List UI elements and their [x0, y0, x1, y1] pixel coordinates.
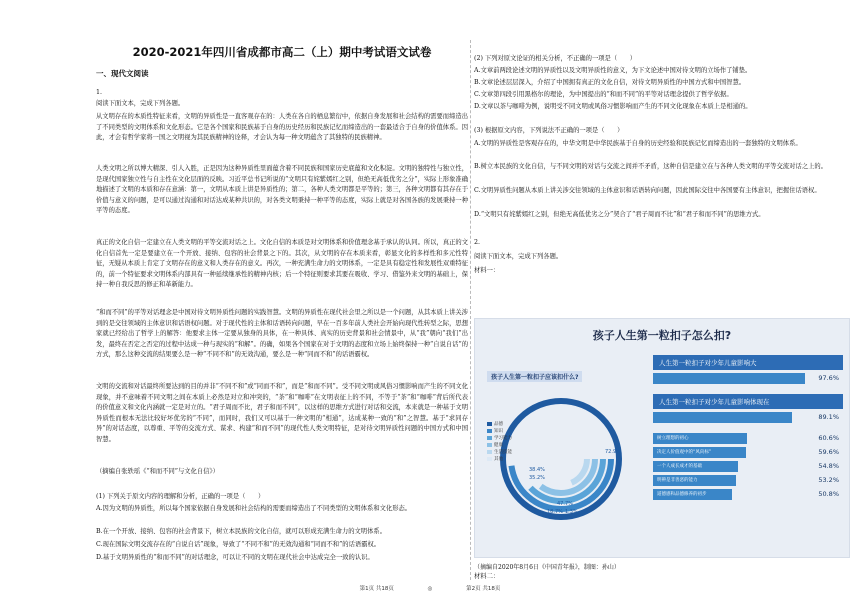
infographic [474, 318, 850, 558]
paragraph-5: 文明的交流和对话最终所要达到的目的并非“不同不和”或“同而不和”，而是“和而不同”。受不同文明或风俗习惯影响而产生的不同文化现象，并不意味着不同文明之间在本质上必然是对立和冲突的，“茶”和“咖啡”在文明表征上的不同，不等于“茶”和“咖啡”背后所代表的价值意义和文化内涵就一定是对立的。“君子周而不比，君子和而不同”，以这样的思维方式进行对话和交流，本来就是一种基于文明异质性而根本无法比较好坏优劣的“不同”，而同时，我们又可以基于一种文明的“相通”，达成某种一致的“和”之智慧。基于“求同存异”的对话态度，以尊重、平等的交流方式、谋求、构建“和而不同”的现代性人类文明特征，是对待文明异质性问题的中国方式和中国智慧。 [96, 383, 468, 443]
bar-value: 60.6% [818, 434, 839, 442]
bar-heading-1: 人生第一粒扣子对少年儿童影响大 [653, 355, 843, 370]
bar-fill [653, 475, 736, 486]
ring-value-2: 47.7% [557, 501, 573, 507]
bar-value: 50.8% [818, 490, 839, 498]
page-footer [0, 584, 860, 592]
bar-row [653, 489, 843, 500]
question-number: 1. [96, 89, 103, 96]
option-1-2-c[interactable]: C.文章第四段引用黑格尔的理论，为中国提出的“和而不同”的平等对话理念提供了哲学依据。 [474, 91, 733, 98]
bar-fill [653, 373, 805, 384]
footer-page-right: 第2页 共18页 [466, 586, 501, 592]
bar-fill [653, 412, 792, 423]
option-1-2-a[interactable]: A.文章前两段论述文明的异质性以及文明异质性的意义，为下文论述中国对待文明的立场作了铺垫。 [474, 67, 752, 74]
bar-value: 54.8% [818, 462, 839, 470]
bar-fill [653, 489, 732, 500]
bar-row [653, 433, 843, 444]
bar-label: 树立理想的初心 [657, 436, 689, 441]
legend-item: 健康 [487, 442, 512, 449]
option-1-1-a[interactable]: A.因为文明的异质性，所以每个国家依据自身发展和社会结构的需要而缔造出了不同类型的文明体系和文化形态。 [96, 505, 412, 512]
bar-row [653, 475, 843, 486]
option-1-2-b[interactable]: B.文章论述层层深入，介绍了中国拥有真正的文化自信，对待文明异质性的中国方式和中国智慧。 [474, 79, 746, 86]
question-intro: 阅读下面文本，完成下列各题。 [96, 100, 185, 107]
option-1-2-d[interactable]: D.文章以茶与咖啡为例，说明受不同文明或风俗习惯影响而产生的不同文化现象在本质上是相通的。 [474, 103, 752, 110]
infographic-title: 孩子人生第一粒扣子怎么扣? [592, 329, 732, 342]
ring-value-1: 72.9% [605, 449, 621, 455]
paragraph-2: 人类文明之所以博大精深、引人入胜，正是因为这种异质性里面蕴含着不同民族和国家历史底蕴和文化积淀。文明的独特性与独立性，是现代国家独立性与自主性在文化层面的反映。习近平总书记所说的“文明只有姹紫嫣红之别，但绝无高低优劣之分”，实际上形象准确地描述了文明的本质和存在意涵：第一，文明从本质上讲是异质性的；第二，各种人类文明都是平等的；第三，各种文明都有其存在于价值与意义的问题，是可以通过沟通和对话达成某种共识的，对各类文明秉持一种平等的态度，实际上就是对各国各族的发展秉持一种平等的态度。 [96, 165, 468, 215]
option-1-1-b[interactable]: B.在一个开放、接纳、包容的社会背景下，树立本民族的文化自信，就可以形成充满生命力的文明体系。 [96, 528, 386, 535]
ring-chart-title: 孩子人生第一粒扣子应该扣什么? [487, 371, 582, 382]
paragraph-4: “和而不同”的平等对话理念是中国对待文明异质性问题的实践智慧。文明的异质性在现代社会里之所以是一个问题，从其本质上讲关涉到的是交往领域的主体意识和话语权问题。对于现代性的主体和话语转向问题，早在一百多年前人类社会开始向现代性转型之际，思想家就已经给出了哲学上的解答：他要求主体一定要从独身的具体，在一种具体、真实的历史背景和社会情景中，从“我”朝向“我们”出发，最终在否定之否定的过程中达成一种与现实的“和解”。的确，如果各个国家在对于文明的态度和立场上始终保持一种“自说自话”的方式，那么这种交流的结果要么是一种“不同不和”的无效沟通，要么是一种“同而不和”的话语霸权。 [96, 309, 468, 359]
column-divider [470, 40, 471, 580]
bar-value: 89.1% [818, 413, 839, 421]
bar-label: 道德感和品德修养的初步 [657, 492, 707, 497]
ring-value-3: 38.4% [529, 467, 545, 473]
paragraph-1: 从文明存在的本质性特征来看，文明的异质性是一直客观存在的：人类在各自的栖息繁衍中，依据自身发展和社会结构的需要而缔造出了不同类型的文明体系和文化形态。它是各个国家和民族基于自身的历史经历和民族记忆而缔造出的一套最适合于自身的价值体系。因此，才会有哲学家将一国之文明视为其民族精神的诠释，才会认为每一种文明蕴含了其独特的民族精神。 [96, 113, 468, 142]
bar-row [653, 461, 843, 472]
material-label-1: 材料一： [474, 267, 500, 274]
footer-mark: ◎ [427, 586, 433, 592]
legend-item: 学习能力 [487, 435, 512, 442]
legend-item: 知识 [487, 428, 512, 435]
ring-value-5: 18.7% [547, 509, 563, 515]
exam-title: 2020-2021年四川省成都市高二（上）期中考试语文试卷 [132, 45, 432, 59]
bar-heading-2: 人生第一粒扣子对少年儿童影响体现在 [653, 394, 843, 409]
question-number-2: 2. [474, 239, 481, 246]
question-intro-2: 阅读下面文本，完成下列各题。 [474, 253, 563, 260]
section-heading: 一、现代文阅读 [96, 69, 149, 78]
bar-value: 53.2% [818, 476, 839, 484]
legend-item: 其他 [487, 456, 512, 463]
ring-3 [519, 417, 603, 501]
bar-panel [653, 355, 843, 503]
source-citation: （摘编自张轶瑶《“和而不同”与文化自信》） [96, 468, 219, 475]
infographic-caption: （摘编自2020年8月6日《中国青年报》，制图：孙山） [474, 564, 620, 571]
bar-label: 决定人价值观中的“风向标” [657, 450, 712, 455]
question-1-1: (1) 下列关于原文内容的理解和分析，正确的一项是（ ） [96, 493, 265, 500]
legend-item: 品德 [487, 421, 512, 428]
legend-item: 生活技能 [487, 449, 512, 456]
material-label-2: 材料二： [474, 573, 500, 580]
bar-label: 明辨是非善恶的能力 [657, 478, 698, 483]
paragraph-3: 真正的文化自信一定建立在人类文明的平等交流对话之上。文化自信的本质是对文明体系和价值理念基于承认的认同。所以，真正的文化自信首先一定是要建立在一个开放、接纳、包容的社会背景之下的。其次，从文明的存在本质来看，彰显文化的多样性和多元性特征，无疑从本质上肯定了文明存在的意义和人类存在的意义。再次，一种充满生命力的文明体系，一定是具有稳定性和发展性双重特征的，前一个特征要求文明体系内部具有一种延续继承性的精神内核；后一个特征则要求其要在吸收、学习、借鉴外来文明的基础上，保持一种自我反思的修正和革新能力。 [96, 239, 468, 289]
bar-row [653, 373, 843, 384]
bar-row [653, 412, 843, 423]
option-1-3-c[interactable]: C.文明异质性问题从本质上讲关涉交往领域的主体意识和话语转向问题，因此国际交往中各国要有主体意识，把握住话语权。 [474, 187, 821, 194]
ring-value-4: 35.2% [529, 475, 545, 481]
bar-value: 97.6% [818, 374, 839, 382]
bar-fill [653, 461, 738, 472]
bar-label: 一个人成长成才的基础 [657, 464, 702, 469]
option-1-3-d[interactable]: D.“文明只有姹紫嫣红之别，但绝无高低优劣之分”契合了“君子周而不比”和“君子和而不同”的思维方式。 [474, 211, 765, 218]
option-1-3-a[interactable]: A.文明的异质性是客观存在的，中华文明是中华民族基于自身的历史经验和民族记忆而缔造出的一套独特的文明体系。 [474, 140, 802, 147]
question-1-2: (2) 下列对原文论证的相关分析，不正确的一项是（ ） [474, 55, 637, 62]
question-1-3: (3) 根据原文内容，下列说法不正确的一项是（ ） [474, 127, 624, 134]
option-1-1-c[interactable]: C.现在国际文明交流存在的“自说自话”现象，导致了“不同不和”的无效沟通和“同而不和”的话语霸权。 [96, 541, 381, 548]
option-1-3-b[interactable]: B.树立本民族的文化自信，与不同文明的对话与交流之间并不矛盾，这种自信是建立在与各种人类文明的平等交流对话之上的。 [474, 163, 827, 170]
ring-legend [487, 421, 512, 463]
bar-row [653, 447, 843, 458]
bar-fill [653, 447, 746, 458]
option-1-1-d[interactable]: D.基于文明异质性的“和而不同”的对话理念，可以让不同的文明在现代社会中达成完全一致的认识。 [96, 554, 374, 561]
ring-value-6: 1.3% [565, 509, 578, 515]
bar-fill [653, 433, 747, 444]
bar-value: 59.6% [818, 448, 839, 456]
footer-page-left: 第1页 共18页 [359, 586, 394, 592]
